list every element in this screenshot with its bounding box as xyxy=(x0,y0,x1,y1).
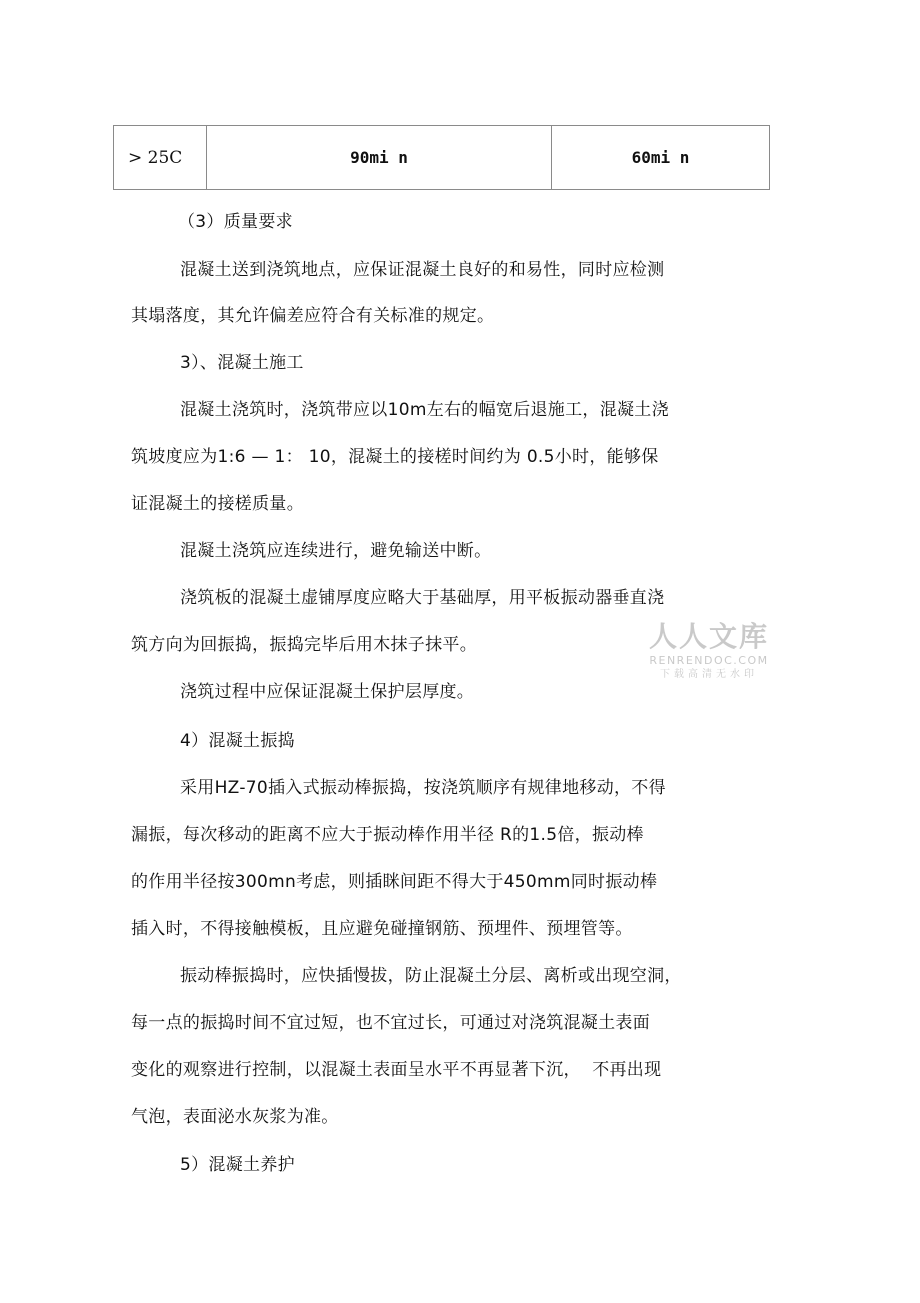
duration-cell-2: 60mi n xyxy=(631,148,690,167)
paragraph-line: 混凝土送到浇筑地点，应保证混凝土良好的和易性，同时应检测 xyxy=(180,260,665,280)
paragraph-line: 筑坡度应为1:6 — 1： 10，混凝土的接槎时间约为 0.5小时，能够保 xyxy=(131,447,659,467)
paragraph-line: 浇筑过程中应保证混凝土保护层厚度。 xyxy=(180,682,475,702)
paragraph-line: 浇筑板的混凝土虚铺厚度应略大于基础厚，用平板振动器垂直浇 xyxy=(180,588,665,608)
paragraph-line: 其塌落度，其允许偏差应符合有关标准的规定。 xyxy=(131,306,495,326)
paragraph-line: 的作用半径按300mn考虑，则插眯间距不得大于450mm同时振动棒 xyxy=(131,872,658,892)
paragraph-line: 采用HZ-70插入式振动棒振捣，按浇筑顺序有规律地移动，不得 xyxy=(180,778,666,798)
paragraph-line: 变化的观察进行控制，以混凝土表面呈水平不再显著下沉， 不再出现 xyxy=(131,1060,662,1080)
watermark-title: 人人文库 xyxy=(648,620,769,653)
paragraph-line: 每一点的振捣时间不宜过短，也不宜过长，可通过对浇筑混凝土表面 xyxy=(131,1013,650,1033)
heading-construction: 3）、混凝土施工 xyxy=(180,353,304,373)
heading-vibration: 4）混凝土振捣 xyxy=(180,731,295,751)
paragraph-line: 证混凝土的接槎质量。 xyxy=(131,494,304,514)
heading-curing: 5）混凝土养护 xyxy=(180,1155,295,1175)
watermark-slogan: 下载高清无水印 xyxy=(660,669,758,680)
paragraph-line: 漏振，每次移动的距离不应大于振动棒作用半径 R的1.5倍，振动棒 xyxy=(131,825,644,845)
paragraph-line: 插入时，不得接触模板，且应避免碰撞钢筋、预埋件、预埋管等。 xyxy=(131,919,633,939)
watermark-url: RENRENDOC.COM xyxy=(649,654,769,667)
paragraph-line: 筑方向为回振捣，振捣完毕后用木抹子抹平。 xyxy=(131,635,477,655)
watermark-logo xyxy=(646,620,772,682)
paragraph-line: 混凝土浇筑时，浇筑带应以10m左右的幅宽后退施工，混凝土浇 xyxy=(180,400,669,420)
paragraph-line: 混凝土浇筑应连续进行，避免输送中断。 xyxy=(180,541,492,561)
temperature-cell: > 25C xyxy=(114,126,207,189)
duration-cell-1: 90mi n xyxy=(207,126,552,189)
paragraph-line: 气泡，表面泌水灰浆为准。 xyxy=(131,1107,339,1127)
paragraph-line: 振动棒振捣时，应快插慢拔，防止混凝土分层、离析或出现空洞， xyxy=(180,966,682,986)
heading-quality: （3）质量要求 xyxy=(178,212,293,232)
duration-table xyxy=(113,125,770,190)
